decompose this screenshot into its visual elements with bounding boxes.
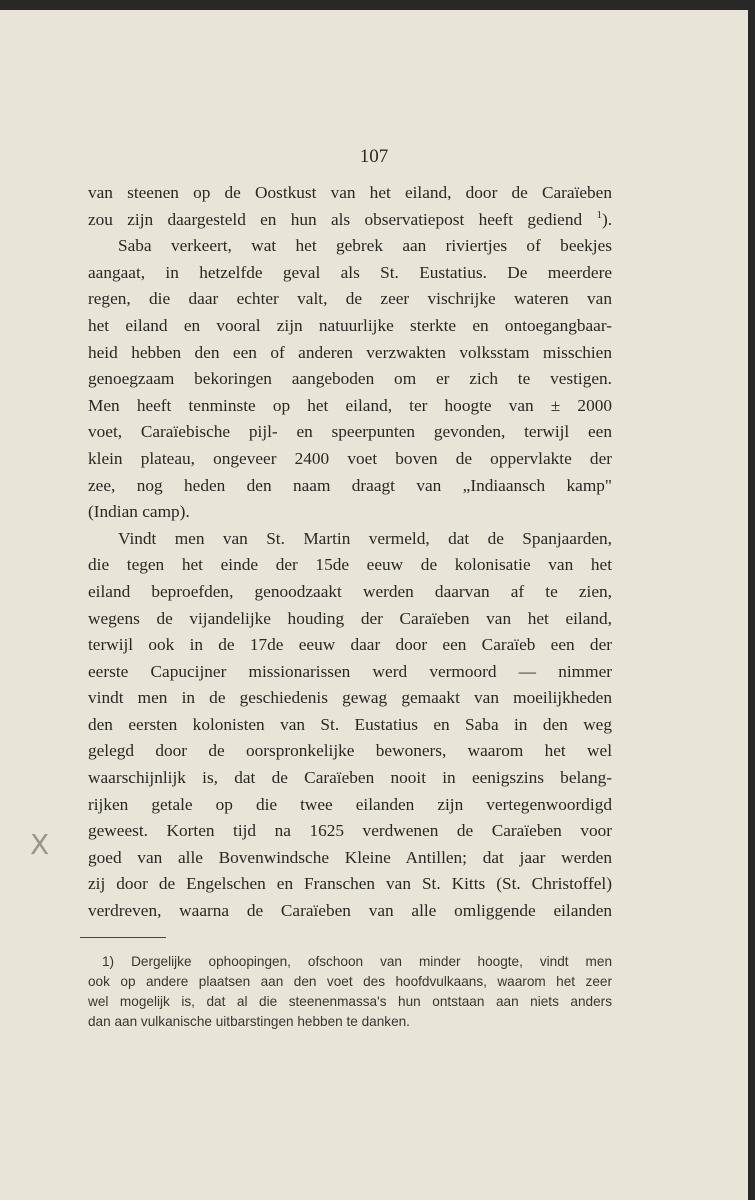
text-line: eerste Capucijner missionarissen werd vermoord — nimmer (88, 661, 612, 681)
text-line: van steenen op de Oostkust van het eiland, door de Caraïeben (88, 183, 612, 202)
footnote-reference: 1 (596, 208, 602, 221)
text-line: terwijl ook in de 17de eeuw daar door een Caraïeb een der (88, 635, 612, 655)
footnote-marker: 1) (102, 954, 115, 969)
text-line: den eersten kolonisten van St. Eustatius en Saba in den weg (88, 714, 612, 734)
text-line: rijken getale op die twee eilanden zijn vertegenwoordigd (88, 794, 612, 814)
book-page (0, 10, 748, 1200)
text-line: gelegd door de oorspronkelijke bewoners, waarom het wel (88, 741, 612, 761)
text-line: verdreven, waarna de Caraïeben van alle omliggende eilanden (88, 901, 612, 921)
text-line: vindt men in de geschiedenis gewag gemaakt van moeilijkheden (88, 688, 612, 708)
footnote-line: wel mogelijk is, dat al die steenenmassa's hun ontstaan aan niets anders (88, 994, 612, 1009)
page-number: 107 (359, 146, 389, 167)
text-line: het eiland en vooral zijn natuurlijke sterkte en ontoegangbaar- (88, 315, 612, 335)
text-line: Men heeft tenminste op het eiland, ter hoogte van ± 2000 (88, 395, 612, 415)
text-line: Vindt men van St. Martin vermeld, dat de Spanjaarden, (118, 528, 612, 548)
text-line: die tegen het einde der 15de eeuw de kolonisatie van het (88, 555, 612, 575)
text-line: genoegzaam bekoringen aangeboden om er zich te vestigen. (88, 369, 612, 389)
text-line: geweest. Korten tijd na 1625 verdwenen de Caraïeben voor (88, 821, 612, 841)
footnote-line: ook op andere plaatsen aan den voet des hoofdvulkaans, waarom het zeer (88, 974, 612, 989)
text-line: aangaat, in hetzelfde geval als St. Eustatius. De meerdere (88, 262, 612, 282)
footnote-divider (80, 937, 166, 938)
text-line: eiland beproefden, genoodzaakt werden daarvan af te zien, (88, 581, 612, 601)
line-suffix: ). (601, 209, 613, 229)
text-line: heid hebben den een of anderen verzwakten volksstam misschien (88, 342, 612, 362)
text-line-with-footnote (88, 207, 612, 234)
footnote-line: dan aan vulkanische uitbarstingen hebben te danken. (88, 1014, 410, 1029)
text-line: waarschijnlijk is, dat de Caraïeben nooit in eenigszins belang- (88, 768, 612, 788)
text-line: klein plateau, ongeveer 2400 voet boven de oppervlakte der (88, 448, 612, 468)
text-line: goed van alle Bovenwindsche Kleine Antillen; dat jaar werden (88, 847, 612, 867)
text-line: Saba verkeert, wat het gebrek aan riviertjes of beekjes (118, 236, 612, 256)
body-text (88, 180, 612, 925)
text-line: zij door de Engelschen en Franschen van St. Kitts (St. Christoffel) (88, 874, 612, 894)
text-line: voet, Caraïebische pijl- en speerpunten gevonden, terwijl een (88, 422, 612, 442)
footnote (88, 952, 612, 1032)
text-line: zee, nog heden den naam draagt van „Indiaansch kamp" (88, 475, 612, 495)
pencil-margin-mark: X (30, 828, 50, 861)
text-line: zou zijn daargesteld en hun als observatiepost heeft gediend (88, 209, 583, 229)
text-line: wegens de vijandelijke houding der Caraïeben van het eiland, (88, 608, 612, 628)
footnote-text: Dergelijke ophoopingen, ofschoon van minder hoogte, vindt men (131, 954, 613, 969)
text-line: regen, die daar echter valt, de zeer vischrijke wateren van (88, 289, 612, 309)
footnote-line (88, 952, 612, 972)
text-line: (Indian camp). (88, 502, 190, 522)
